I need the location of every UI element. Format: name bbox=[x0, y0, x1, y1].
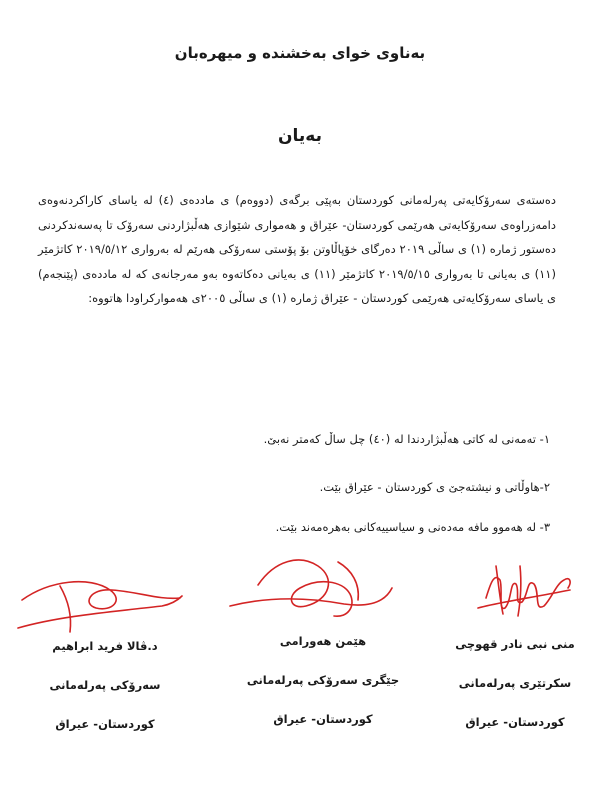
signatory-role: سکرتێری پەرلەمانی bbox=[458, 676, 572, 690]
signatory-block bbox=[238, 633, 408, 750]
signature-secretary bbox=[478, 566, 570, 616]
condition-item: ٢-هاوڵاتی و نیشتەجێ ی کوردستان - عێراق بێت. bbox=[319, 480, 550, 494]
signatory-role: سەرۆکی پەرلەمانی bbox=[49, 678, 161, 692]
signature-speaker bbox=[18, 582, 182, 632]
signature-deputy-speaker bbox=[230, 560, 392, 616]
statement-body: دەستەی سەرۆکایەتی پەرلەمانی کوردستان بەپێی برگەی (دووەم) ی ماددەی (٤) لە یاسای کاراکردنەوەی دامەزراوەی سەرۆکایەتی هەرێمی کوردستان- عێراق و هەمواری شێوازی هەڵبژاردنی سەرۆک تا پەسەندکردنی دەستور ژمارە (١) ی ساڵی ٢٠١٩ دەرگای خۆپاڵاوتن بۆ پۆستی سەرۆکی هەرێم لە بەرواری ٢٠١٩/٥/١٢ کاتژمێر (١١) ی بەیانی تا بەرواری ٢٠١٩/٥/١٥ کاتژمێر (١١) ی بەیانی دەکاتەوە بەو مەرجانەی کە لە ماددەی (پێنجەم) ی یاسای سەرۆکایەتی هەرێمی کوردستان - عێراق ژمارە (١) ی ساڵی ٢٠٠٥ی هەموارکراودا هاتووە: bbox=[38, 193, 557, 306]
signatory-region: کوردستان- عیراق bbox=[55, 717, 155, 731]
condition-item: ١- تەمەنی لە کاتی هەڵبژاردندا لە (٤٠) چل ساڵ کەمتر نەبێ. bbox=[263, 432, 550, 446]
signatory-name: منى نبى نادر قهوچى bbox=[455, 637, 575, 651]
signatory-name: د.ڤالا فرید ابراهیم bbox=[52, 639, 158, 653]
signatory-block bbox=[20, 638, 190, 755]
signatory-region: کوردستان- عیراق bbox=[273, 712, 373, 726]
signatory-role: جێگری سەرۆکی پەرلەمانی bbox=[246, 673, 400, 687]
basmala-heading: بەناوی خوای بەخشندە و میهرەبان bbox=[174, 44, 426, 62]
signatory-name: هێمن هەورامی bbox=[279, 634, 367, 648]
signatory-region: کوردستان- عیراق bbox=[465, 715, 565, 729]
signatory-block bbox=[430, 636, 600, 753]
condition-item: ٣- لە هەموو مافە مەدەنی و سیاسییەکانی بەهرەمەند بێت. bbox=[275, 520, 550, 534]
document-title: بەیان bbox=[278, 126, 322, 146]
